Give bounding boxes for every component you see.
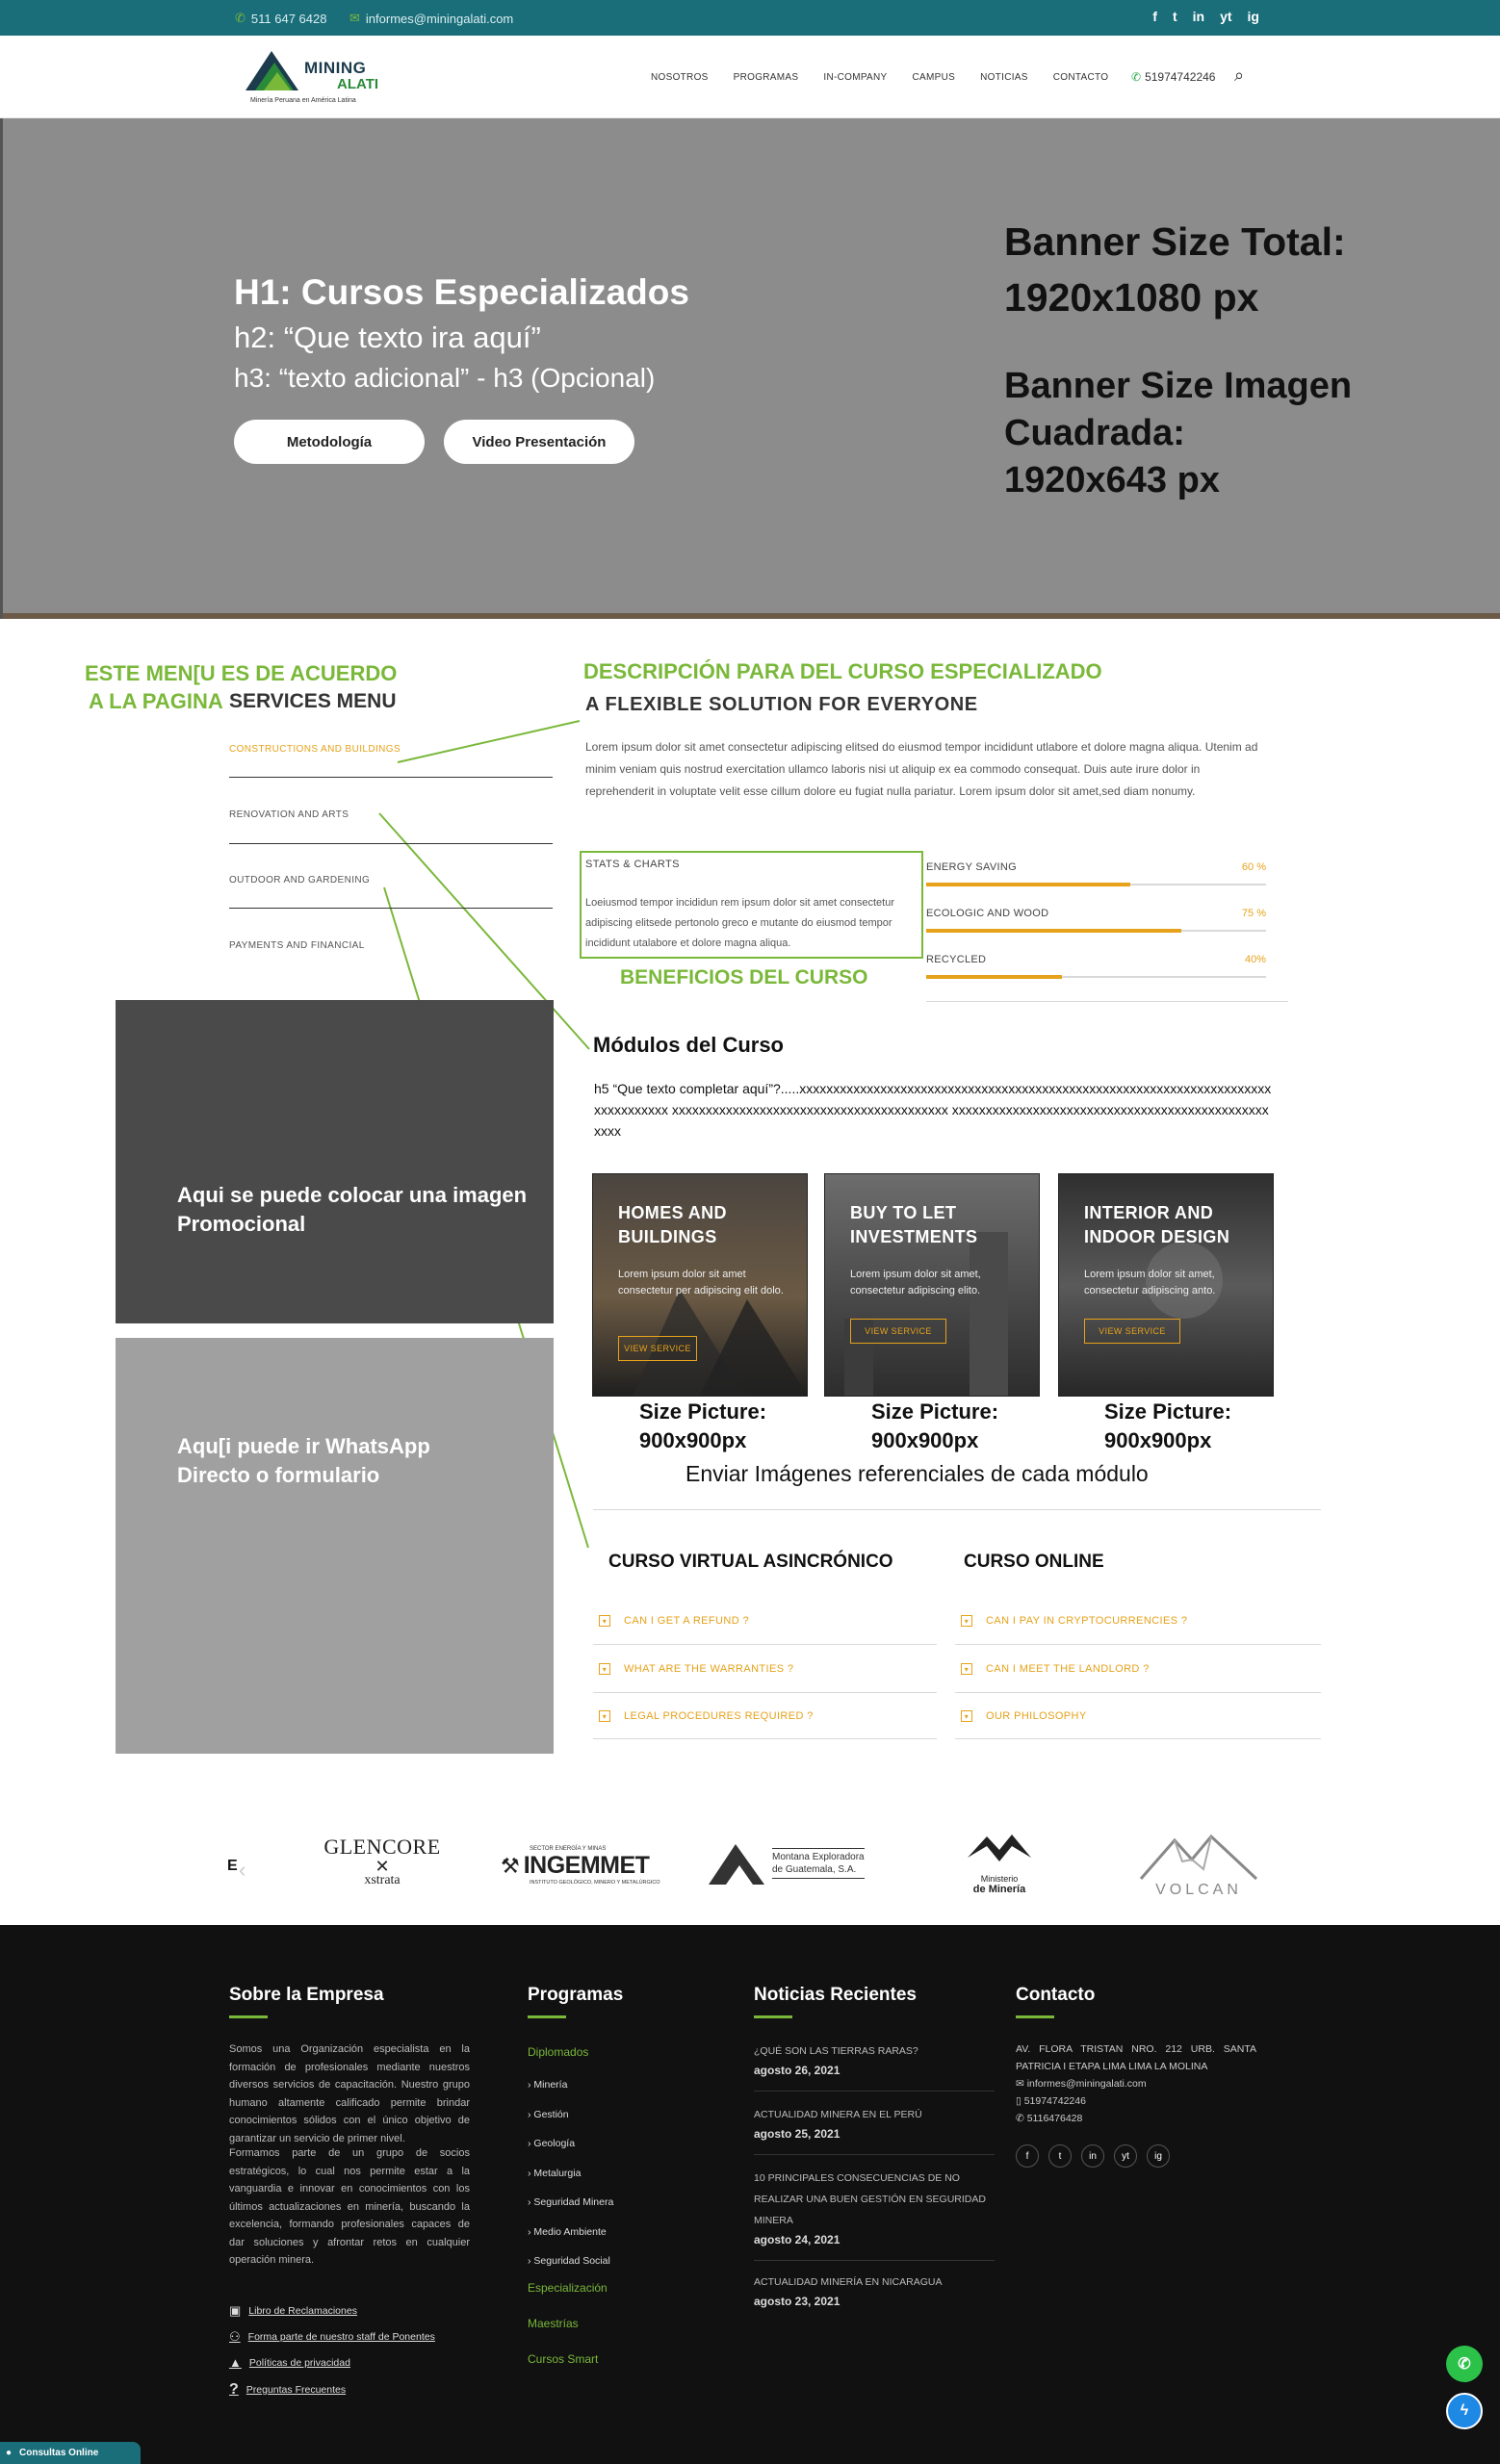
bar-label-recycled: RECYCLED [926, 954, 987, 965]
nav-nosotros[interactable]: NOSOTROS [651, 72, 709, 83]
divider [229, 843, 553, 844]
footer-link-reclamaciones[interactable]: ▣ Libro de Reclamaciones [229, 2303, 357, 2318]
footer-address: AV. FLORA TRISTAN NRO. 212 URB. SANTA PATRICIA I ETAPA LIMA LIMA LA MOLINA [1016, 2043, 1256, 2072]
title-underline [1016, 2015, 1054, 2018]
divider [593, 1738, 937, 1739]
size-picture-3 [1104, 1398, 1231, 1455]
title-underline [528, 2015, 566, 2018]
twitter-icon[interactable]: t [1172, 9, 1177, 24]
card-title: INTERIOR AND INDOOR DESIGN [1084, 1203, 1230, 1246]
modules-h5: h5 “Que texto completar aquí”?.....xxxxxxxxxxxxxxxxxxxxxxxxxxxxxxxxxxxxxxxxxxxxxxxxxxxxxxxxxxxxxxxxxxxxxxxxxxxxxxxxx xxxxxxxxxxxxxxxxxxxxxxxxxxxxxxxxxxxxxxxxx xxxxxxxxxxxxxxxxxxxxxxxxxxxxxxxxxxxxxxxxxxxxxxxxxxx [594, 1081, 1272, 1139]
card-body: Lorem ipsum dolor sit amet consectetur per adipiscing elit dolo. [618, 1269, 784, 1296]
faq-item[interactable]: ▾ CAN I PAY IN CRYPTOCURRENCIES ? [961, 1615, 1187, 1627]
twitter-icon[interactable]: t [1048, 2144, 1072, 2168]
expand-icon: ▾ [599, 1663, 610, 1675]
size-label: Size Picture: [639, 1399, 767, 1424]
phone-icon: ✆ [235, 11, 246, 25]
banner-h2: h2: “Que texto ira aquí” [234, 321, 541, 354]
instagram-icon[interactable]: ig [1147, 2144, 1170, 2168]
promo-image-text-2: Promocional [177, 1212, 306, 1236]
send-images-note: Enviar Imágenes referenciales de cada módulo [685, 1461, 1149, 1486]
expand-icon: ▾ [961, 1710, 972, 1722]
banner-h3: h3: “texto adicional” - h3 (Opcional) [234, 363, 656, 393]
faq-item[interactable]: ▾ WHAT ARE THE WARRANTIES ? [599, 1663, 793, 1675]
service-item-payments[interactable]: PAYMENTS AND FINANCIAL [229, 940, 365, 951]
mail-icon: ✉ [349, 11, 360, 25]
footer-link-staff[interactable]: ⚇ Forma parte de nuestro staff de Ponentes [229, 2329, 435, 2344]
view-service-button[interactable]: VIEW SERVICE [850, 1319, 946, 1344]
service-item-renovation[interactable]: RENOVATION AND ARTS [229, 809, 349, 820]
footer-about-title: Sobre la Empresa [229, 1985, 384, 2005]
progress-bar-recycled [926, 976, 1266, 978]
divider [926, 1001, 1288, 1002]
card-title: BUY TO LET INVESTMENTS [850, 1203, 978, 1246]
partner-logo-volcan[interactable]: VOLCAN [1136, 1831, 1261, 1899]
messenger-float-icon[interactable]: ϟ [1446, 2393, 1483, 2429]
footer-link-faq[interactable]: ? Preguntas Frecuentes [229, 2381, 347, 2398]
progress-fill-recycled [926, 975, 1062, 979]
promo-image-text: Aqui se puede colocar una imagen [177, 1183, 528, 1207]
book-icon: ▣ [229, 2303, 242, 2318]
size-picture-1 [639, 1398, 766, 1455]
footer-phone[interactable]: ✆ 5116476428 [1016, 2113, 1083, 2124]
view-service-button[interactable]: VIEW SERVICE [1084, 1319, 1180, 1344]
progress-fill-ecologic [926, 929, 1181, 933]
modules-title: Módulos del Curso [593, 1033, 784, 1057]
bar-pct-ecologic: 75 % [1241, 908, 1266, 919]
stats-text: Loeiusmod tempor incididun rem ipsum dolor sit amet consectetur adipiscing elitsede pertonolo greco e mutante do eiusmod tempor incididunt utalabore et dolore magna aliqua. [585, 897, 894, 949]
footer-contact-title: Contacto [1016, 1985, 1096, 2005]
news-item[interactable]: 10 PRINCIPALES CONSECUENCIAS DE NO REALIZAR UNA BUEN GESTIÓN EN SEGURIDAD MINERA agosto 24, 2021 [754, 2172, 986, 2246]
description-subtitle: A FLEXIBLE SOLUTION FOR EVERYONE [585, 694, 978, 715]
footer-programs-title: Programas [528, 1985, 624, 2005]
whatsapp-form-placeholder[interactable] [116, 1338, 554, 1754]
benefits-note: BENEFICIOS DEL CURSO [620, 966, 868, 988]
partner-logo-glencore[interactable]: GLENCORE ✕ xstrata [320, 1835, 445, 1888]
nav-noticias[interactable]: NOTICIAS [980, 72, 1028, 83]
module-card-homes[interactable] [592, 1173, 808, 1397]
service-item-outdoor[interactable]: OUTDOOR AND GARDENING [229, 875, 371, 886]
faq-item[interactable]: ▾ OUR PHILOSOPHY [961, 1710, 1087, 1722]
footer-link-maestrias[interactable]: Maestrías [528, 2317, 579, 2330]
partners-carousel [0, 1810, 1500, 1925]
nav-programas[interactable]: PROGRAMAS [733, 72, 799, 83]
progress-fill-energy [926, 883, 1130, 886]
divider [593, 1644, 937, 1645]
phone-icon: ✆ [1016, 2113, 1027, 2124]
footer-program-item[interactable]: › Geología [528, 2138, 576, 2149]
news-item[interactable]: ACTUALIDAD MINERA EN EL PERÚ agosto 25, 2021 [754, 2109, 922, 2141]
footer-news-title: Noticias Recientes [754, 1985, 917, 2005]
x-mark-icon: ✕ [375, 1857, 390, 1876]
banner-size-total-value: 1920x1080 px [1004, 275, 1259, 320]
linkedin-icon[interactable]: in [1192, 9, 1205, 24]
banner-size-total-label: Banner Size Total: [1004, 219, 1346, 264]
header-whatsapp[interactable]: ✆ 51974742246 [1131, 70, 1216, 84]
progress-bar-energy [926, 884, 1266, 886]
mountain-icon [707, 1838, 768, 1886]
youtube-icon[interactable]: yt [1114, 2144, 1137, 2168]
size-value: 900x900px [871, 1428, 979, 1452]
divider [229, 777, 553, 778]
view-service-button[interactable]: VIEW SERVICE [618, 1336, 697, 1361]
topbar-phone[interactable]: ✆ 511 647 6428 [235, 11, 327, 26]
faq-col1-title: CURSO VIRTUAL ASINCRÓNICO [608, 1552, 893, 1572]
module-card-interior[interactable] [1058, 1173, 1274, 1397]
footer-program-item[interactable]: › Seguridad Social [528, 2255, 610, 2267]
banner-size-image-label: Banner Size Imagen [1004, 366, 1353, 406]
chat-icon: ● [6, 2448, 13, 2458]
footer-about-text-2: Formamos parte de un grupo de socios estratégicos, lo cual nos permite estar a la vanguardia e innovar en conocimientos con los últimos actualizaciones en minería, buscando la excelencia, formando profesionales capaces de dar soluciones y afrontar retos en cualquier operación minera. [229, 2147, 470, 2266]
nav-campus[interactable]: CAMPUS [912, 72, 956, 83]
stats-title: STATS & CHARTS [585, 859, 680, 870]
partner-logo-minem[interactable]: Ministerio de Minería [953, 1831, 1046, 1895]
divider [754, 2154, 995, 2155]
faq-col2-title: CURSO ONLINE [964, 1552, 1104, 1572]
whatsapp-float-icon[interactable]: ✆ [1446, 2346, 1483, 2382]
banner-size-image-label-2: Cuadrada: [1004, 413, 1185, 453]
divider [955, 1644, 1321, 1645]
footer-program-item[interactable]: › Metalurgia [528, 2168, 582, 2179]
footer-email[interactable]: ✉ informes@miningalati.com [1016, 2078, 1147, 2090]
bar-label-energy: ENERGY SAVING [926, 861, 1017, 873]
service-item-constructions[interactable]: CONSTRUCTIONS AND BUILDINGS [229, 744, 401, 755]
faq-item[interactable]: ▾ CAN I MEET THE LANDLORD ? [961, 1663, 1150, 1675]
metodologia-button[interactable]: Metodología [234, 420, 425, 464]
nav-contacto[interactable]: CONTACTO [1052, 72, 1109, 83]
volcano-icon [1136, 1831, 1261, 1881]
mobile-icon: ▯ [1016, 2095, 1024, 2107]
menu-note-line1: ESTE MEN[U ES DE ACUERDO [85, 661, 398, 685]
bar-pct-recycled: 40% [1244, 954, 1266, 965]
divider [955, 1692, 1321, 1693]
description-body: Lorem ipsum dolor sit amet consectetur adipiscing elitsed do eiusmod tempor incididunt utlabore et dolore magna aliqua. Utenim ad minim veniam quis nostrud exercitation ullamco laboris nisi ut aliquip ex ea commodo consequat. Duis aute irure dolor in reprehenderit in voluptate velit esse cillum dolore eu fugiat nulla pariatur. Lorem ipsum dolor sit amet,sed diam nonumy. [585, 740, 1258, 798]
footer-program-item[interactable]: › Medio Ambiente [528, 2226, 607, 2238]
card-title: HOMES AND BUILDINGS [618, 1203, 727, 1246]
divider [754, 2091, 995, 2092]
facebook-icon[interactable]: f [1016, 2144, 1039, 2168]
description-note: DESCRIPCIÓN PARA DEL CURSO ESPECIALIZADO [583, 659, 1102, 683]
partner-logo-ingemmet[interactable]: SECTOR ENERGÍA Y MINAS ⚒ INGEMMET INSTITUTO GEOLÓGICO, MINERO Y METALÚRGICO [501, 1846, 660, 1886]
footer-about-text-1: Somos una Organización especialista en la formación de profesionales mediante nuestros diversos servicios de capacitación. Nuestro grupo humano altamente calificado permite brindar conocimientos sólidos con el único objetivo de garantizar un servicio de primer nivel. [229, 2043, 470, 2144]
partner-logo-cut: E [227, 1858, 238, 1874]
bar-label-ecologic: ECOLOGIC AND WOOD [926, 908, 1049, 919]
site-footer [0, 1925, 1500, 2464]
divider [593, 1509, 1321, 1510]
divider [754, 2260, 995, 2261]
consultas-online-button[interactable]: ● Consultas Online [0, 2442, 141, 2464]
instagram-icon[interactable]: ig [1247, 9, 1259, 24]
size-value: 900x900px [639, 1428, 747, 1452]
logo[interactable]: MINING ALATI Minería Peruana en América Latina [241, 47, 385, 109]
footer-program-item[interactable]: › Seguridad Minera [528, 2196, 614, 2208]
whatsapp-form-text-2: Directo o formulario [177, 1463, 380, 1487]
banner-h1: H1: Cursos Especializados [234, 272, 689, 312]
divider [593, 1692, 937, 1693]
faq-item[interactable]: ▾ LEGAL PROCEDURES REQUIRED ? [599, 1710, 814, 1722]
size-label: Size Picture: [1104, 1399, 1232, 1424]
card-body: Lorem ipsum dolor sit amet, consectetur adipiscing elito. [850, 1269, 981, 1296]
title-underline [754, 2015, 792, 2018]
footer-social [1016, 2144, 1170, 2168]
menu-note-line2: A LA PAGINA [89, 689, 223, 713]
expand-icon: ▾ [599, 1710, 610, 1722]
size-value: 900x900px [1104, 1428, 1212, 1452]
search-icon[interactable]: ⌕ [1234, 65, 1245, 85]
news-item[interactable]: ACTUALIDAD MINERÍA EN NICARAGUA agosto 23, 2021 [754, 2276, 943, 2308]
facebook-icon[interactable]: f [1152, 9, 1157, 24]
whatsapp-form-text: Aqu[i puede ir WhatsApp [177, 1434, 430, 1458]
pickaxe-icon: ⚒ [501, 1853, 520, 1878]
bar-pct-energy: 60 % [1241, 861, 1266, 873]
faq-item[interactable]: ▾ CAN I GET A REFUND ? [599, 1615, 749, 1627]
footer-link-privacidad[interactable]: ▲ Políticas de privacidad [229, 2355, 350, 2370]
banner-size-image-value: 1920x643 px [1004, 460, 1220, 500]
divider [229, 908, 553, 909]
youtube-icon[interactable]: yt [1220, 9, 1232, 24]
video-presentacion-button[interactable]: Video Presentación [444, 420, 634, 464]
promo-image-placeholder[interactable] [116, 1000, 554, 1323]
news-item[interactable]: ¿QUÉ SON LAS TIERRAS RARAS? agosto 26, 2021 [754, 2045, 918, 2077]
linkedin-icon[interactable]: in [1081, 2144, 1104, 2168]
carousel-prev-icon[interactable]: ‹ [239, 1858, 246, 1882]
footer-link-cursos-smart[interactable]: Cursos Smart [528, 2352, 599, 2366]
size-label: Size Picture: [871, 1399, 999, 1424]
nav-in-company[interactable]: IN-COMPANY [823, 72, 888, 83]
users-icon: ⚇ [229, 2329, 241, 2344]
mail-icon: ✉ [1016, 2078, 1027, 2090]
topbar-email[interactable]: ✉ informes@miningalati.com [349, 11, 514, 26]
footer-mobile[interactable]: ▯ 51974742246 [1016, 2095, 1086, 2107]
expand-icon: ▾ [961, 1663, 972, 1675]
title-underline [229, 2015, 268, 2018]
expand-icon: ▾ [599, 1615, 610, 1627]
lock-icon: ▲ [229, 2355, 242, 2370]
divider [955, 1738, 1321, 1739]
question-icon: ? [229, 2381, 239, 2398]
footer-link-especializacion[interactable]: Especialización [528, 2281, 608, 2295]
size-picture-2 [871, 1398, 998, 1455]
card-body: Lorem ipsum dolor sit amet, consectetur adipiscing anto. [1084, 1269, 1216, 1296]
footer-program-item[interactable]: › Minería [528, 2079, 568, 2091]
footer-program-item[interactable]: › Gestión [528, 2109, 569, 2120]
progress-bar-ecologic [926, 930, 1266, 932]
mountain-icon [966, 1831, 1033, 1869]
module-card-buy-to-let[interactable] [824, 1173, 1040, 1397]
partner-logo-montana[interactable]: Montana Exploradora de Guatemala, S.A. [707, 1838, 886, 1886]
expand-icon: ▾ [961, 1615, 972, 1627]
whatsapp-icon: ✆ [1131, 70, 1142, 84]
services-menu-title: SERVICES MENU [229, 690, 397, 712]
footer-link-diplomados[interactable]: Diplomados [528, 2045, 589, 2059]
